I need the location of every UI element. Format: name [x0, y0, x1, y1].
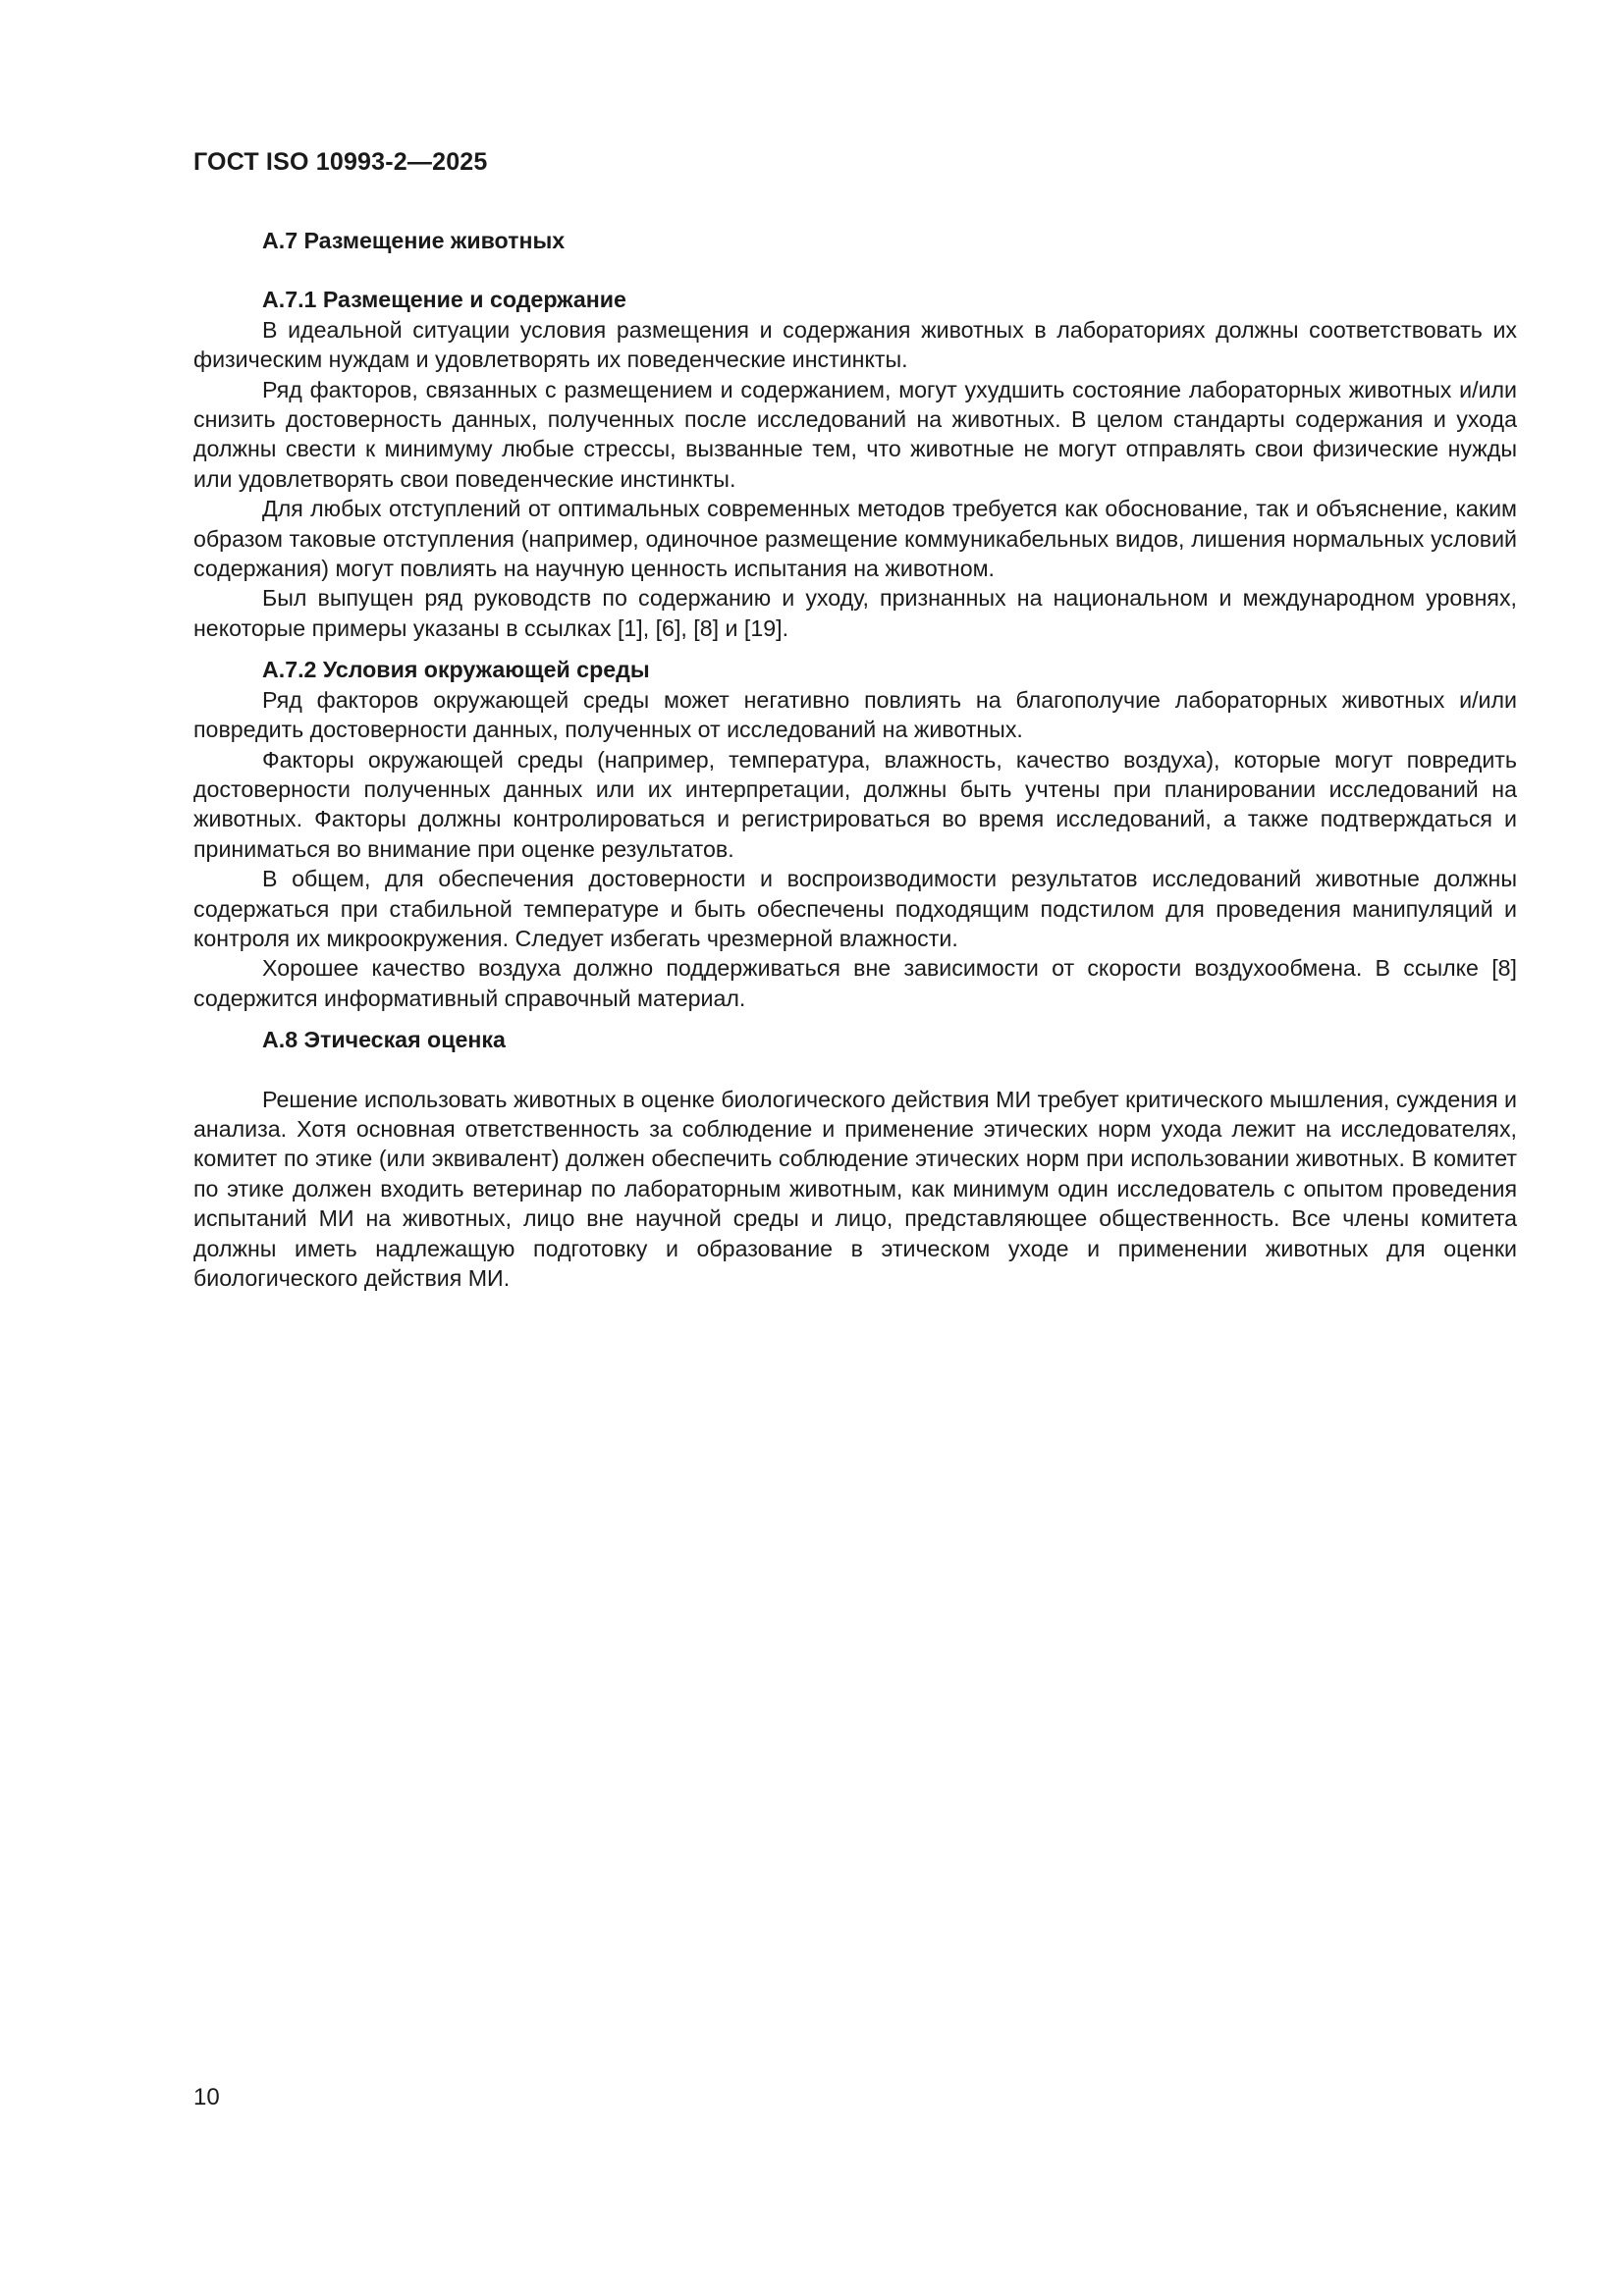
section-heading-a7-2: А.7.2 Условия окружающей среды	[262, 657, 650, 683]
paragraph: В идеальной ситуации условия размещения и содержания животных в лабораториях должны соответствовать их физическим нуждам и удовлетворять их поведенческие инстинкты.	[193, 316, 1517, 373]
paragraph: Ряд факторов, связанных с размещением и содержанием, могут ухудшить состояние лабораторных животных и/или снизить достоверность данных, полученных после исследований на животных. В целом стандарты содержания и ухода должны свести к минимуму любые стрессы, вызванные тем, что животные не могут отправлять свои физические нужды или удовлетворять свои поведенческие инстинкты.	[193, 376, 1517, 492]
section-heading-a8: А.8 Этическая оценка	[262, 1027, 506, 1053]
paragraph: Решение использовать животных в оценке биологического действия МИ требует критического мышления, суждения и анализа. Хотя основная ответственность за соблюдение и применение этических норм ухода лежит на исследователях, комитет по этике (или эквивалент) должен обеспечить соблюдение этических норм при использовании животных. В комитет по этике должен входить ветеринар по лабораторным животным, как минимум один исследователь с опытом проведения испытаний МИ на животных, лицо вне научной среды и лицо, представляющее общественность. Все члены комитета должны иметь надлежащую подготовку и образование в этическом уходе и применении животных для оценки биологического действия МИ.	[193, 1086, 1517, 1291]
paragraph: В общем, для обеспечения достоверности и воспроизводимости результатов исследований животные должны содержаться при стабильной температуре и быть обеспечены подходящим подстилом для проведения манипуляций и контроля их микроокружения. Следует избегать чрезмерной влажности.	[193, 866, 1517, 951]
section-heading-a7: А.7 Размещение животных	[262, 228, 566, 253]
document-body	[193, 226, 1517, 1293]
paragraph: Хорошее качество воздуха должно поддерживаться вне зависимости от скорости воздухообмена. В ссылке [8] содержится информативный справочный материал.	[193, 955, 1517, 1011]
paragraph: Для любых отступлений от оптимальных современных методов требуется как обоснование, так и объяснение, каким образом таковые отступления (например, одиночное размещение коммуникабельных видов, лишения нормальных условий содержания) могут повлиять на научную ценность испытания на животном.	[193, 496, 1517, 582]
page-number: 10	[193, 2084, 220, 2110]
document-header: ГОСТ ISO 10993-2—2025	[193, 148, 488, 176]
paragraph: Был выпущен ряд руководств по содержанию и уходу, признанных на национальном и международном уровнях, некоторые примеры указаны в ссылках [1], [6], [8] и [19].	[193, 585, 1517, 641]
section-heading-a7-1: А.7.1 Размещение и содержание	[262, 287, 626, 313]
paragraph: Ряд факторов окружающей среды может негативно повлиять на благополучие лабораторных животных и/или повредить достоверности данных, полученных от исследований на животных.	[193, 686, 1517, 743]
paragraph: Факторы окружающей среды (например, температура, влажность, качество воздуха), которые могут повредить достоверности полученных данных или их интерпретации, должны быть учтены при планировании исследований на животных. Факторы должны контролироваться и регистрироваться во время исследований, а также подтверждаться и приниматься во внимание при оценке результатов.	[193, 746, 1517, 862]
